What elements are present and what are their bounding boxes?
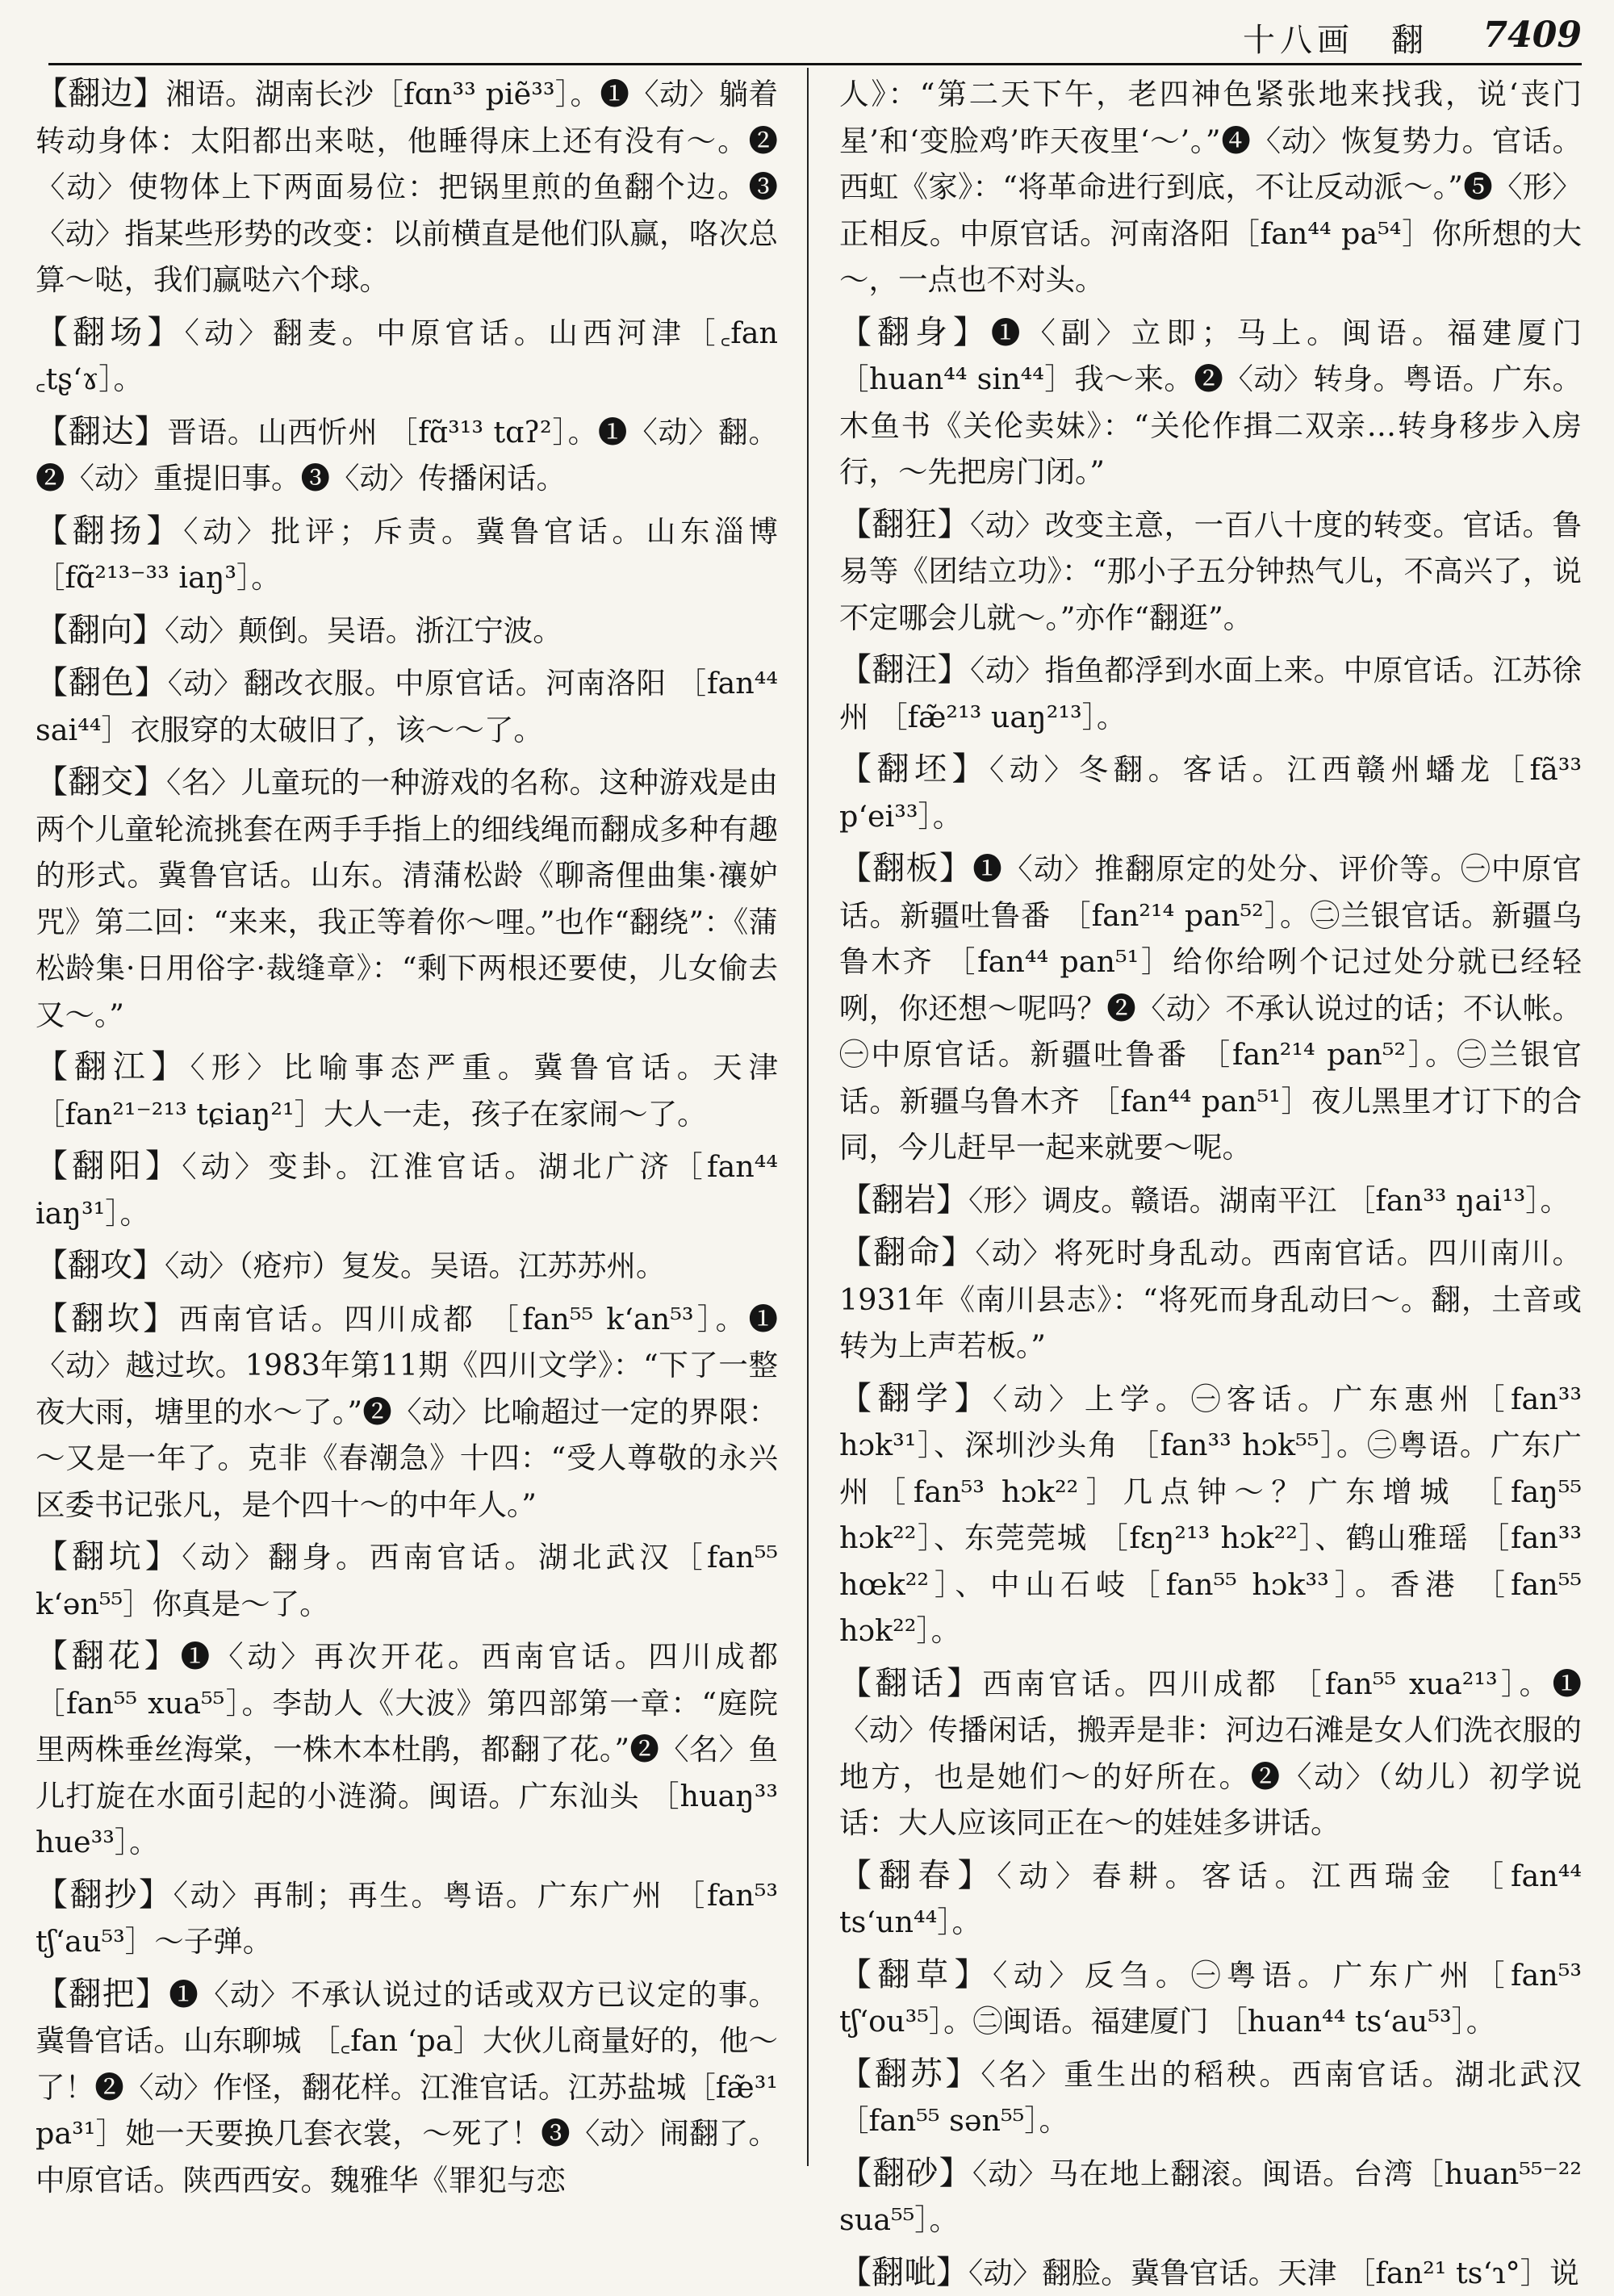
headword: 【翻抄】 xyxy=(36,1876,174,1913)
headword: 【翻交】 xyxy=(36,763,166,801)
dictionary-entry xyxy=(839,502,1582,642)
headword: 【翻苏】 xyxy=(839,2056,981,2093)
headword: 【翻岩】 xyxy=(839,1181,968,1219)
entry-body: 〈动〉将死时身乱动。西南官话。四川南川。1931年《南川县志》：“将死而身乱动曰～。翻，土音或转为上声若板。” xyxy=(839,1236,1582,1363)
entry-body: 〈动〉反刍。㊀粤语。广东广州［fan⁵³ tʃ‘ou³⁵］。㊁闽语。福建厦门 ［huan⁴⁴ ts‘au⁵³］。 xyxy=(839,1958,1582,2039)
entry-body: 〈动〉（疮疖）复发。吴语。江苏苏州。 xyxy=(165,1248,666,1283)
entry-body: 西南官话。四川成都 ［fan⁵⁵ k‘an⁵³］。❶〈动〉越过坎。1983年第11期《四川文学》：“下了一整夜大雨，塘里的水～了。”❷〈动〉比喻超过一定的界限：～又是一年了。克非《春潮急》十四：“受人尊敬的永兴区委书记张凡，是个四十～的中年人。” xyxy=(36,1302,778,1522)
headword: 【翻汪】 xyxy=(839,651,970,688)
entry-body: 晋语。山西忻州 ［fɑ̃³¹³ tɑʔ²］。❶〈动〉翻。❷〈动〉重提旧事。❸〈动〉传播闲话。 xyxy=(36,415,778,496)
entry-body: ❶〈动〉再次开花。西南官话。四川成都［fan⁵⁵ xua⁵⁵］。李劼人《大波》第四部第一章：“庭院里两株垂丝海棠，一株木本杜鹃，都翻了花。”❷〈名〉鱼儿打旋在水面引起的小涟漪。闽语。广东汕头 ［huaŋ³³ hue³³］。 xyxy=(36,1639,778,1859)
dictionary-entry xyxy=(36,1144,778,1236)
entry-body: 湘语。湖南长沙［fɑn³³ piẽ³³］。❶〈动〉躺着转动身体：太阳都出来哒，他睡得床上还有没有～。❷〈动〉使物体上下两面易位：把锅里煎的鱼翻个边。❸〈动〉指某些形势的改变：以前横直是他们队赢，咯次总算～哒，我们赢哒六个球。 xyxy=(36,77,778,297)
dictionary-entry xyxy=(839,2250,1582,2296)
headword: 【翻把】 xyxy=(36,1976,169,2013)
headword: 【翻狂】 xyxy=(839,506,970,543)
dictionary-entry xyxy=(36,1872,778,1965)
headword: 【翻学】 xyxy=(839,1380,993,1417)
entry-body: ❶〈副〉立即；马上。闽语。福建厦门 ［huan⁴⁴ sin⁴⁴］我～来。❷〈动〉转身。粤语。广东。木鱼书《关伦卖妹》：“关伦作揖二双亲…转身移步入房行，～先把房门闭。” xyxy=(839,316,1582,490)
entry-body: 〈形〉调皮。赣语。湖南平江 ［fan³³ ŋai¹³］。 xyxy=(968,1183,1570,1218)
dictionary-entry xyxy=(839,1177,1582,1224)
dictionary-entry xyxy=(839,1952,1582,2045)
page-number: 7409 xyxy=(1483,15,1582,56)
entry-body: 〈动〉指鱼都浮到水面上来。中原官话。江苏徐州 ［fæ̃²¹³ uaŋ²¹³］。 xyxy=(839,653,1582,734)
dictionary-entry xyxy=(36,1044,778,1137)
dictionary-entry xyxy=(36,310,778,403)
dictionary-entry xyxy=(36,608,778,655)
dictionary-entry-continued xyxy=(839,71,1582,303)
entry-body: 西南官话。四川成都 ［fan⁵⁵ xua²¹³］。❶〈动〉传播闲话，搬弄是非：河边石滩是女人们洗衣服的地方，也是她们～的好所在。❷〈动〉（幼儿）初学说话：大人应该同正在～的娃娃多讲话。 xyxy=(839,1667,1582,1841)
entry-body: 〈名〉儿童玩的一种游戏的名称。这种游戏是由两个儿童轮流挑套在两手手指上的细线绳而翻成多种有趣的形式。冀鲁官话。山东。清蒲松龄《聊斋俚曲集·禳妒咒》第二回：“来来，我正等着你～哩。”也作“翻绕”：《蒲松龄集·日用俗字·裁缝章》：“剩下两根还要使，儿女偷去又～。” xyxy=(36,765,778,1032)
entry-body: 〈动〉颠倒。吴语。浙江宁波。 xyxy=(165,613,562,648)
column-divider xyxy=(807,68,809,2166)
entry-body: 人》：“第二天下午，老四神色紧张地来找我，说‘丧门星’和‘变脸鸡’昨天夜里‘～’。”❹〈动〉恢复势力。官话。西虹《家》：“将革命进行到底，不让反动派～。”❺〈形〉正相反。中原官话。河南洛阳［fan⁴⁴ pa⁵⁴］你所想的大～，一点也不对头。 xyxy=(839,77,1582,297)
headword: 【翻场】 xyxy=(36,314,185,351)
dictionary-entry xyxy=(839,747,1582,839)
entry-body: 〈动〉翻脸。冀鲁官话。天津 ［fan²¹ ts‘ɿ°］说 xyxy=(968,2256,1579,2290)
dictionary-entry xyxy=(839,647,1582,740)
dictionary-entry xyxy=(36,759,778,1038)
dictionary-entry xyxy=(36,1296,778,1529)
headword: 【翻花】 xyxy=(36,1637,181,1675)
entry-body: 〈动〉翻身。西南官话。湖北武汉［fan⁵⁵ k‘ən⁵⁵］你真是～了。 xyxy=(36,1540,778,1621)
headword: 【翻坑】 xyxy=(36,1538,182,1575)
dictionary-entry xyxy=(839,1661,1582,1846)
dictionary-entry xyxy=(839,310,1582,496)
dictionary-entry xyxy=(36,508,778,601)
headword: 【翻坯】 xyxy=(839,751,989,788)
entry-body: 〈动〉翻改衣服。中原官话。河南洛阳 ［fan⁴⁴ sai⁴⁴］衣服穿的太破旧了，该～～了。 xyxy=(36,666,778,747)
dictionary-entry xyxy=(839,1853,1582,1946)
dictionary-entry xyxy=(36,71,778,303)
dictionary-entry xyxy=(839,2051,1582,2144)
headword: 【翻春】 xyxy=(839,1857,997,1894)
entry-body: 〈名〉重生出的稻秧。西南官话。湖北武汉［fan⁵⁵ sən⁵⁵］。 xyxy=(839,2057,1582,2139)
entry-body: 〈动〉批评；斥责。冀鲁官话。山东淄博［fɑ̃²¹³⁻³³ iaŋ³］。 xyxy=(36,514,778,596)
headword: 【翻色】 xyxy=(36,664,168,701)
headword: 【翻达】 xyxy=(36,413,167,450)
headword: 【翻命】 xyxy=(839,1234,975,1271)
dictionary-entry xyxy=(839,846,1582,1171)
header-rule xyxy=(48,63,1582,65)
entry-body: ❶〈动〉不承认说过的话或双方已议定的事。冀鲁官话。山东聊城 ［꜀fan ‘pa］大伙儿商量好的，他～了！❷〈动〉作怪，翻花样。江淮官话。江苏盐城［fæ̃³¹ pa³¹］她一天要换几套衣裳，～死了！❸〈动〉闹翻了。中原官话。陕西西安。魏雅华《罪犯与恋 xyxy=(36,1977,778,2198)
right-column xyxy=(839,71,1582,2296)
entry-body: 〈动〉马在地上翻滚。闽语。台湾［huan⁵⁵⁻²² sua⁵⁵］。 xyxy=(839,2156,1582,2238)
entry-body: ❶〈动〉推翻原定的处分、评价等。㊀中原官话。新疆吐鲁番 ［fan²¹⁴ pan⁵²］。㊁兰银官话。新疆乌鲁木齐 ［fan⁴⁴ pan⁵¹］给你给咧个记过处分就已经轻咧，你还想～呢吗？❷〈动〉不承认说过的话；不认帐。㊀中原官话。新疆吐鲁番 ［fan²¹⁴ pan⁵²］。㊁兰银官话。新疆乌鲁木齐 ［fan⁴⁴ pan⁵¹］夜儿黑里才订下的合同，今儿赶早一起来就要～呢。 xyxy=(839,851,1582,1165)
entry-body: 〈动〉改变主意，一百八十度的转变。官话。鲁易等《团结立功》：“那小子五分钟热气儿，不高兴了，说不定哪会儿就～。”亦作“翻逛”。 xyxy=(839,508,1582,635)
headword: 【翻呲】 xyxy=(839,2254,968,2291)
dictionary-entry xyxy=(839,1230,1582,1370)
headword: 【翻草】 xyxy=(839,1956,993,1993)
dictionary-entry xyxy=(839,1376,1582,1654)
dictionary-entry xyxy=(36,409,778,502)
entry-body: 〈动〉上学。㊀客话。广东惠州［fan³³ hɔk³¹］、深圳沙头角 ［fan³³ hɔk⁵⁵］。㊁粤语。广东广州［fan⁵³ hɔk²²］几点钟～？广东增城 ［faŋ⁵⁵ hɔk²²］、东莞莞城 ［fɛŋ²¹³ hɔk²²］、鹤山雅瑶 ［fan³³ hœk²²］、中山石岐［fan⁵⁵ hɔk³³］。香港 ［fan⁵⁵ hɔk²²］。 xyxy=(839,1382,1582,1649)
headword: 【翻攻】 xyxy=(36,1247,165,1284)
entry-body: 〈动〉翻麦。中原官话。山西河津［꜀fan ꜀tʂ‘ɤ］。 xyxy=(36,316,778,397)
left-column xyxy=(36,71,778,2203)
headword: 【翻板】 xyxy=(839,850,972,887)
entry-body: 〈动〉冬翻。客话。江西赣州蟠龙［fã³³ p‘ei³³］。 xyxy=(839,752,1582,834)
headword: 【翻坎】 xyxy=(36,1300,179,1337)
dictionary-entry xyxy=(36,1534,778,1627)
headword: 【翻边】 xyxy=(36,75,165,112)
running-header xyxy=(48,0,1582,65)
section-title: 十八画 翻 xyxy=(1243,15,1428,61)
headword: 【翻砂】 xyxy=(839,2155,972,2192)
entry-body: 〈动〉春耕。客话。江西瑞金 ［fan⁴⁴ ts‘un⁴⁴］。 xyxy=(839,1859,1582,1940)
headword: 【翻话】 xyxy=(839,1665,982,1702)
dictionary-entry xyxy=(36,1633,778,1866)
dictionary-entry xyxy=(36,660,778,753)
entry-body: 〈动〉再制；再生。粤语。广东广州 ［fan⁵³ tʃ‘au⁵³］～子弹。 xyxy=(36,1878,778,1959)
headword: 【翻扬】 xyxy=(36,512,183,550)
dictionary-entry xyxy=(839,2151,1582,2244)
headword: 【翻江】 xyxy=(36,1048,190,1085)
entry-body: 〈形〉比喻事态严重。冀鲁官话。天津［fan²¹⁻²¹³ tɕiaŋ²¹］大人一走，孩子在家闹～了。 xyxy=(36,1050,778,1131)
entry-body: 〈动〉变卦。江淮官话。湖北广济［fan⁴⁴ iaŋ³¹］。 xyxy=(36,1149,778,1231)
headword: 【翻身】 xyxy=(839,314,991,351)
headword: 【翻阳】 xyxy=(36,1148,182,1185)
headword: 【翻向】 xyxy=(36,612,165,649)
dictionary-entry xyxy=(36,1972,778,2204)
dictionary-entry xyxy=(36,1243,778,1290)
